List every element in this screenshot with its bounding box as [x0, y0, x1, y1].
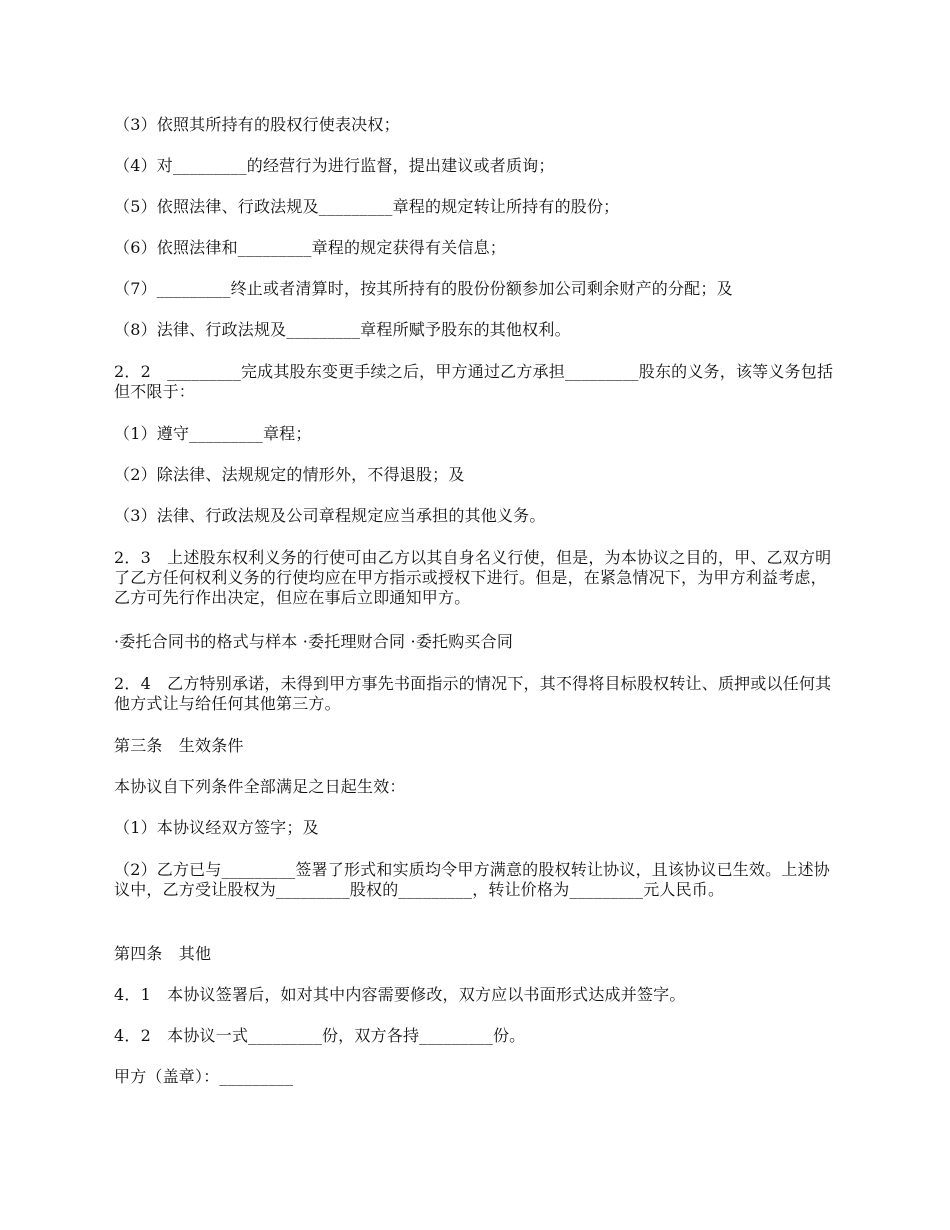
- section-heading-3: 第三条 生效条件: [114, 736, 244, 755]
- party-a-seal: 甲方（盖章）：_________: [114, 1067, 294, 1086]
- condition-2: （2）乙方已与_________签署了形式和实质均令甲方满意的股权转让协议，且该协议已生效。上述协议中，乙方受让股权为_________股权的_________，转让价格为_________元人民币。: [114, 860, 830, 899]
- clause-right-3: （3）依照其所持有的股权行使表决权；: [114, 115, 400, 134]
- article-2-3: 2．3 上述股东权利义务的行使可由乙方以其自身名义行使，但是，为本协议之目的，甲、乙双方明了乙方任何权利义务的行使均应在甲方指示或授权下进行。但是，在紧急情况下，为甲方利益考虑，乙方可先行作出决定，但应在事后立即通知甲方。: [114, 548, 832, 607]
- article-4-2: 4．2 本协议一式_________份，双方各持_________份。: [114, 1026, 526, 1045]
- clause-duty-1: （1）遵守_________章程；: [114, 424, 312, 443]
- clause-right-8: （8）法律、行政法规及_________章程所赋予股东的其他权利。: [114, 320, 571, 339]
- article-2-4: 2．4 乙方特别承诺，未得到甲方事先书面指示的情况下，其不得将目标股权转让、质押或以任何其他方式让与给任何其他第三方。: [114, 674, 832, 713]
- section-heading-4: 第四条 其他: [114, 944, 212, 963]
- effective-intro: 本协议自下列条件全部满足之日起生效：: [114, 777, 406, 796]
- clause-duty-3: （3）法律、行政法规及公司章程规定应当承担的其他义务。: [114, 506, 546, 525]
- clause-right-5: （5）依照法律、行政法规及_________章程的规定转让所持有的股份；: [114, 197, 620, 216]
- related-links: ·委托合同书的格式与样本 ·委托理财合同 ·委托购买合同: [114, 632, 514, 651]
- article-2-2: 2．2 _________完成其股东变更手续之后，甲方通过乙方承担_________股东的义务，该等义务包括但不限于：: [114, 362, 834, 401]
- clause-right-7: （7）_________终止或者清算时，按其所持有的股份份额参加公司剩余财产的分配；及: [114, 279, 733, 298]
- clause-right-6: （6）依照法律和_________章程的规定获得有关信息；: [114, 238, 506, 257]
- clause-right-4: （4）对_________的经营行为进行监督，提出建议或者质询；: [114, 156, 555, 175]
- clause-duty-2: （2）除法律、法规规定的情形外，不得退股；及: [114, 465, 465, 484]
- condition-1: （1）本协议经双方签字；及: [114, 818, 319, 837]
- article-4-1: 4．1 本协议签署后，如对其中内容需要修改，双方应以书面形式达成并签字。: [114, 985, 686, 1004]
